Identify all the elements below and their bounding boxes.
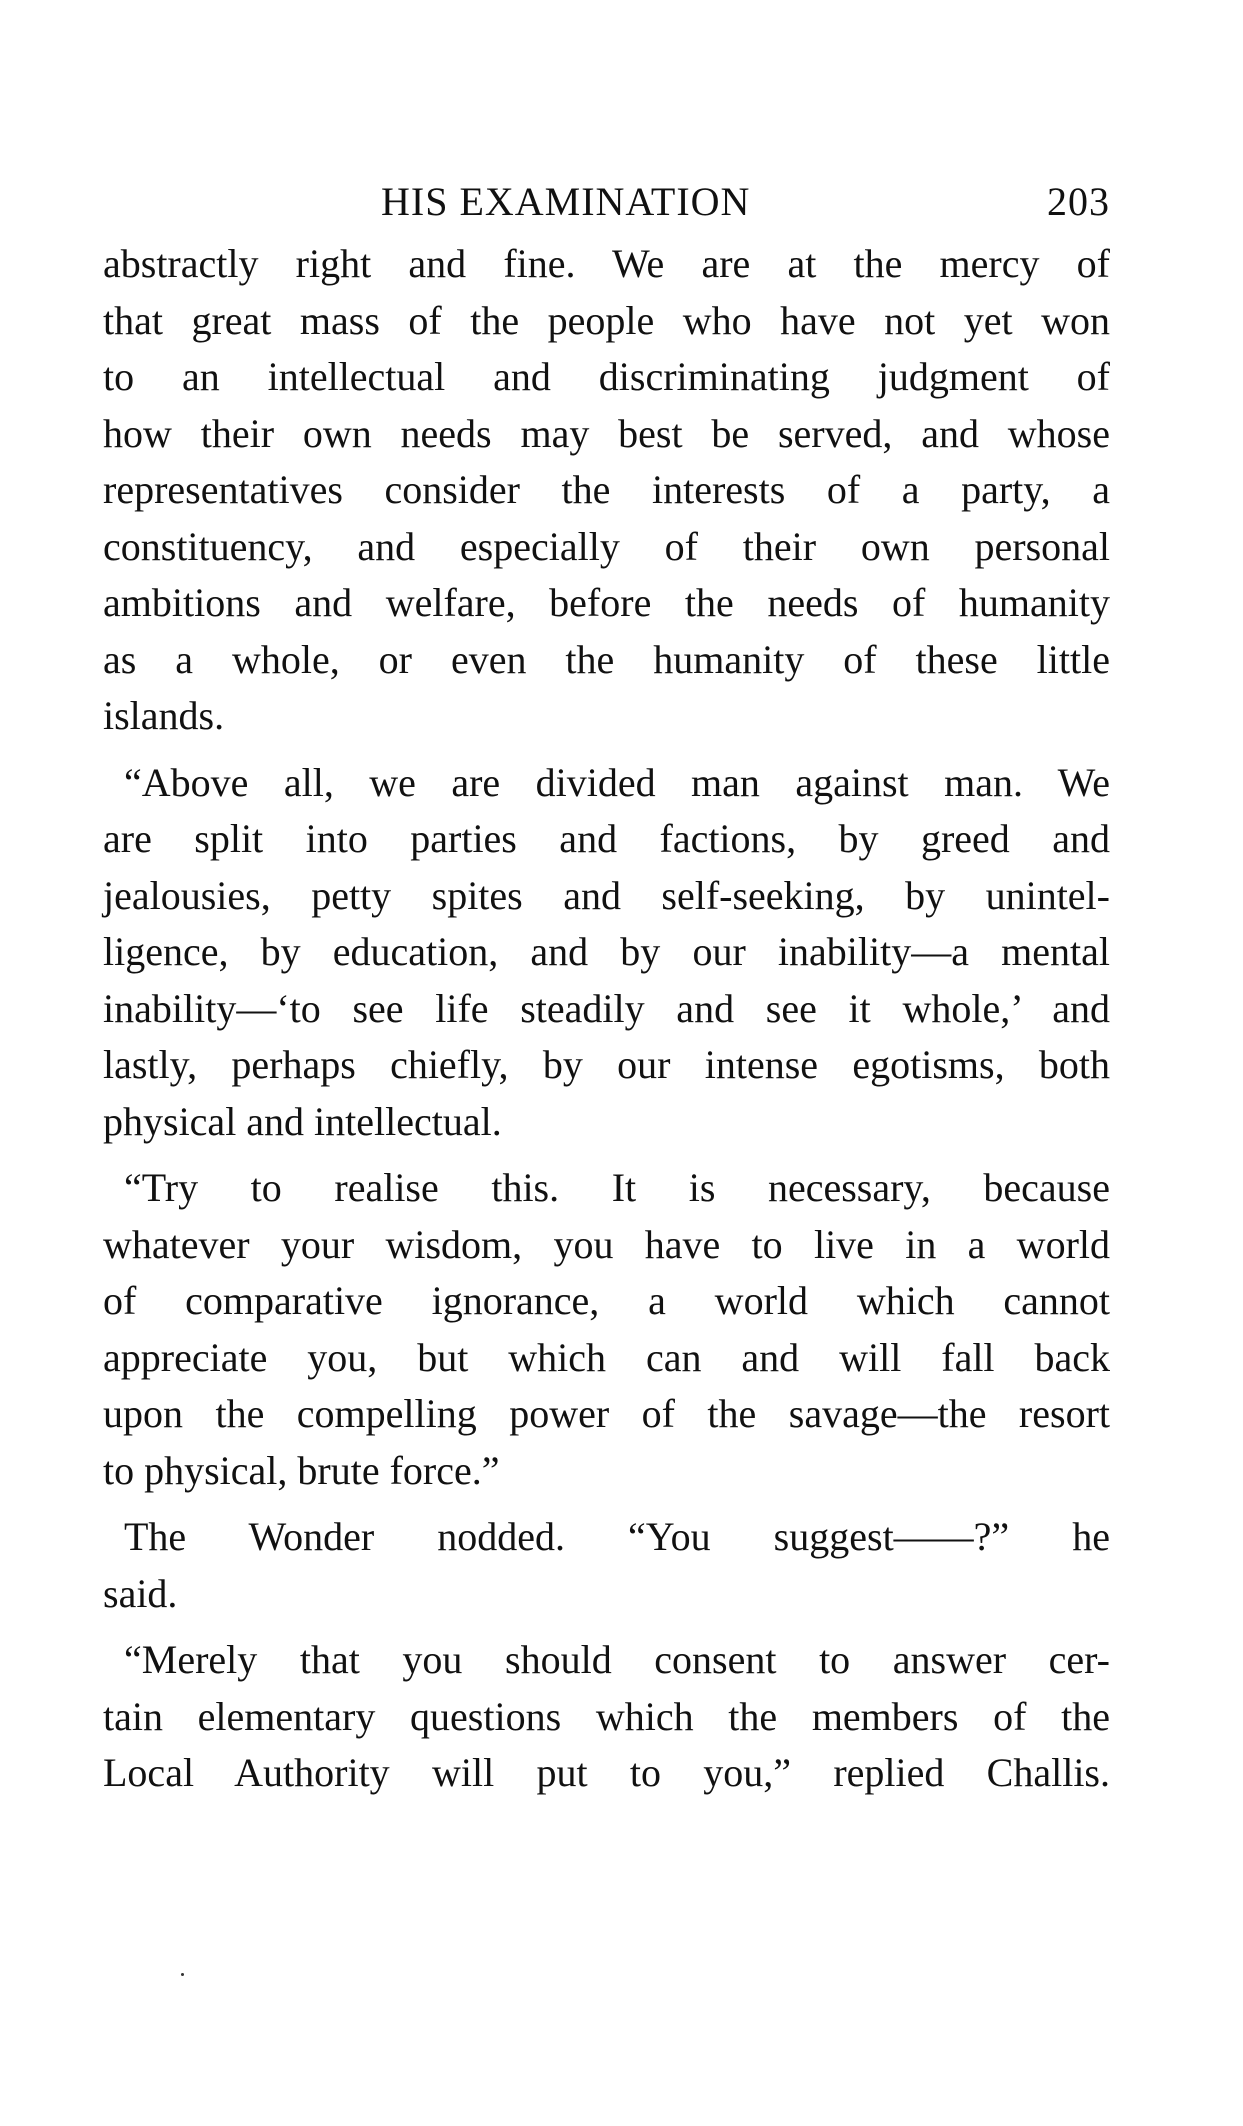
text-line: inability—‘to see life steadily and see it whole,’ and xyxy=(103,985,1110,1031)
text-line: “Above all, we are divided man against man. We xyxy=(124,759,1110,805)
text-line: of comparative ignorance, a world which cannot xyxy=(103,1278,1110,1323)
page-number: 203 xyxy=(1047,179,1110,224)
text-line: “Try to realise this. It is necessary, because xyxy=(124,1165,1110,1210)
text-line: Local Authority will put to you,” replied Challis. xyxy=(103,1750,1110,1795)
book-page xyxy=(103,178,1110,1802)
running-header xyxy=(103,178,1110,230)
body-text xyxy=(103,236,1110,1802)
text-line: to an intellectual and discriminating judgment of xyxy=(103,354,1110,399)
text-line: appreciate you, but which can and will fall back xyxy=(103,1334,1110,1380)
text-line: islands. xyxy=(103,693,225,738)
text-line: The Wonder nodded. “You suggest——?” he xyxy=(124,1514,1110,1559)
text-line: representatives consider the interests of a party, a xyxy=(103,467,1110,512)
text-line: tain elementary questions which the members of the xyxy=(103,1693,1110,1739)
paragraph-3 xyxy=(103,1160,1110,1499)
running-title: HIS EXAMINATION xyxy=(381,179,751,224)
paragraph-5 xyxy=(103,1632,1110,1802)
text-line: jealousies, petty spites and self-seeking, by unintel- xyxy=(103,872,1110,918)
text-line: whatever your wisdom, you have to live in a world xyxy=(103,1221,1110,1267)
text-line: said. xyxy=(103,1570,178,1616)
text-line: as a whole, or even the humanity of these little xyxy=(103,636,1110,682)
text-line: upon the compelling power of the savage—the resort xyxy=(103,1391,1110,1436)
text-line: ligence, by education, and by our inability—a mental xyxy=(103,929,1110,974)
text-line: “Merely that you should consent to answer cer- xyxy=(124,1637,1110,1682)
text-line: ambitions and welfare, before the needs of humanity xyxy=(103,580,1110,625)
text-line: lastly, perhaps chiefly, by our intense egotisms, both xyxy=(103,1042,1110,1087)
text-line: constituency, and especially of their own personal xyxy=(103,523,1110,569)
text-line: how their own needs may best be served, and whose xyxy=(103,410,1110,456)
text-line: abstractly right and fine. We are at the mercy of xyxy=(103,241,1110,286)
ink-speck xyxy=(181,1973,184,1976)
text-line: to physical, brute force.” xyxy=(103,1447,500,1493)
paragraph-1 xyxy=(103,236,1110,745)
paragraph-2 xyxy=(103,755,1110,1151)
paragraph-4 xyxy=(103,1509,1110,1622)
text-line: physical and intellectual. xyxy=(103,1098,502,1144)
text-line: that great mass of the people who have not yet won xyxy=(103,297,1110,343)
text-line: are split into parties and factions, by greed and xyxy=(103,816,1110,861)
